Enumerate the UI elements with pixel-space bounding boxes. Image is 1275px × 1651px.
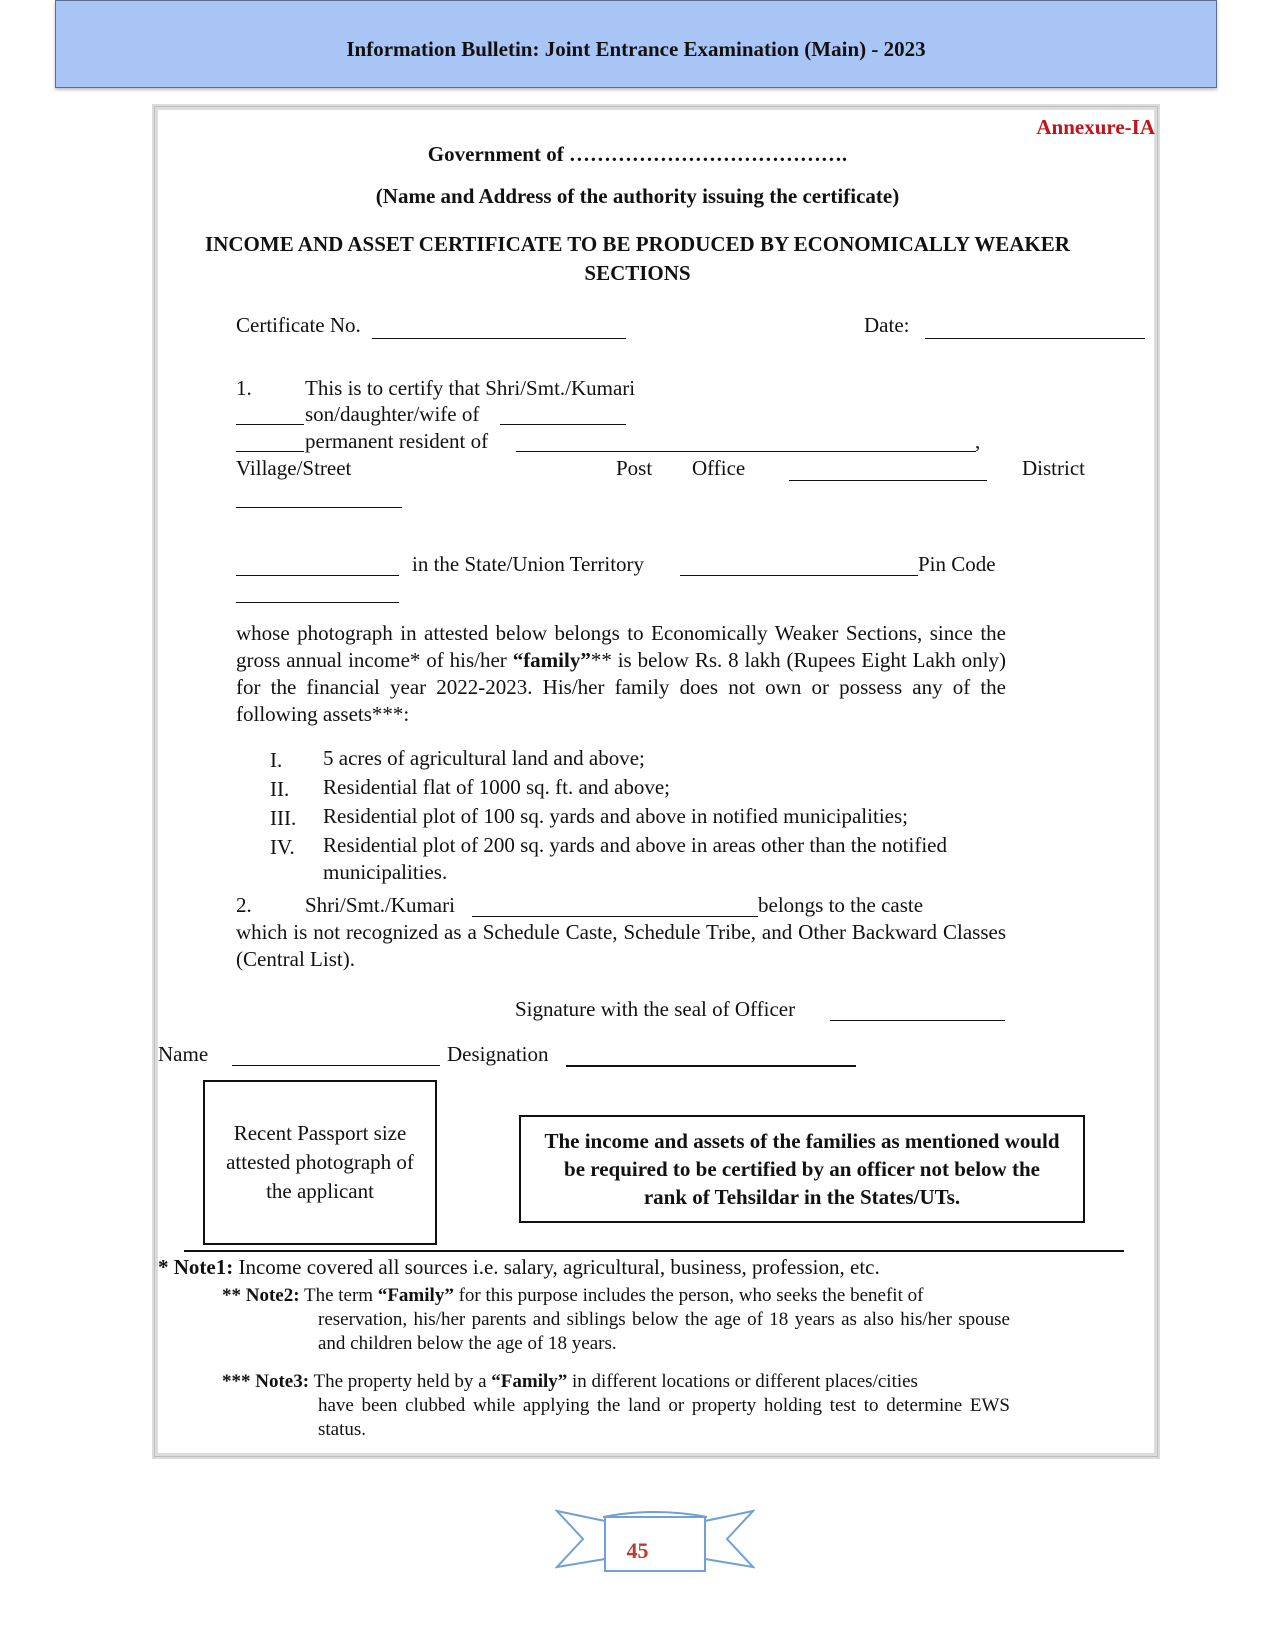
blank-resident	[516, 451, 976, 452]
section1-number: 1.	[236, 376, 252, 400]
annexure-label: Annexure-IA	[1036, 115, 1155, 139]
date-blank	[925, 338, 1145, 339]
certificate-no-label: Certificate No.	[236, 313, 361, 337]
signature-label: Signature with the seal of Officer	[515, 997, 796, 1021]
blank-pin	[236, 602, 399, 603]
signature-blank	[830, 1020, 1005, 1021]
section2-shri: Shri/Smt./Kumari	[305, 893, 455, 917]
photo-box: Recent Passport size attested photograph of the applicant	[203, 1080, 437, 1245]
son-daughter-text: son/daughter/wife of	[305, 402, 480, 426]
blank-district-2	[236, 575, 399, 576]
certificate-no-blank	[372, 338, 626, 339]
designation-label: Designation	[447, 1042, 549, 1066]
designation-blank	[566, 1065, 856, 1067]
asset-text-3: Residential plot of 100 sq. yards and above in notified municipalities;	[323, 804, 908, 828]
note1: * Note1: Income covered all sources i.e. salary, agricultural, business, profession, etc.	[158, 1255, 880, 1279]
page-number: 45	[626, 1538, 649, 1563]
caste-paragraph: which is not recognized as a Schedule Caste, Schedule Tribe, and Other Backward Classes (Central List).	[236, 920, 1006, 971]
blank-post-office	[789, 480, 987, 481]
name-blank	[232, 1065, 440, 1066]
asset-text-1: 5 acres of agricultural land and above;	[323, 746, 645, 770]
note3-line2: have been clubbed while applying the land or property holding test to determine EWS status.	[318, 1395, 1010, 1440]
asset-text-4: Residential plot of 200 sq. yards and above in areas other than the notified municipalities.	[323, 833, 948, 884]
tehsildar-note-box: The income and assets of the families as mentioned would be required to be certified by an officer not below the rank of Tehsildar in the States/UTs.	[519, 1115, 1085, 1223]
asset-num-3: III.	[270, 806, 297, 830]
government-line: Government of ………………………………….	[427, 142, 848, 166]
blank-parent	[500, 424, 626, 425]
eligibility-paragraph: whose photograph in attested below belongs to Economically Weaker Sections, since the gross annual income* of his/her “family”** is below Rs. 8 lakh (Rupees Eight Lakh only) for the financial year 2022-2023. His/her family does not own or possess any of the following assets***:	[236, 621, 1006, 726]
blank-resident-prefix	[236, 451, 304, 452]
note2-line1: ** Note2: The term “Family” for this purpose includes the person, who seeks the benefit of	[222, 1285, 924, 1306]
state-label: in the State/Union Territory	[412, 552, 645, 576]
authority-line: (Name and Address of the authority issuing the certificate)	[375, 184, 900, 208]
section2-number: 2.	[236, 893, 252, 917]
blank-district	[236, 507, 402, 508]
asset-text-2: Residential flat of 1000 sq. ft. and above;	[323, 775, 671, 799]
district-label: District	[1022, 456, 1085, 480]
post-label: Post	[616, 456, 653, 480]
blank-state	[680, 575, 918, 576]
note2-line2: reservation, his/her parents and siblings below the age of 18 years as also his/her spouse and children below the age of 18 years.	[318, 1309, 1010, 1354]
resident-text: permanent resident of	[305, 429, 489, 453]
office-label: Office	[692, 456, 746, 480]
asset-num-1: I.	[270, 748, 283, 772]
caste-text: belongs to the caste	[758, 893, 924, 917]
asset-num-4: IV.	[270, 835, 295, 859]
date-label: Date:	[864, 313, 910, 337]
notes-divider	[184, 1250, 1124, 1252]
asset-num-2: II.	[270, 777, 290, 801]
certify-text: This is to certify that Shri/Smt./Kumari	[305, 376, 636, 400]
note3-line1: *** Note3: The property held by a “Family” in different locations or different places/cities	[222, 1371, 918, 1392]
header-title: Information Bulletin: Joint Entrance Examination (Main) - 2023	[346, 37, 926, 61]
pin-label: Pin Code	[918, 552, 996, 576]
blank-name	[236, 424, 304, 425]
comma: ,	[975, 429, 981, 453]
name-label: Name	[158, 1042, 209, 1066]
certificate-title: INCOME AND ASSET CERTIFICATE TO BE PRODUCED BY ECONOMICALLY WEAKER SECTIONS	[205, 232, 1070, 285]
blank-caste-name	[472, 916, 758, 917]
village-label: Village/Street	[236, 456, 352, 480]
